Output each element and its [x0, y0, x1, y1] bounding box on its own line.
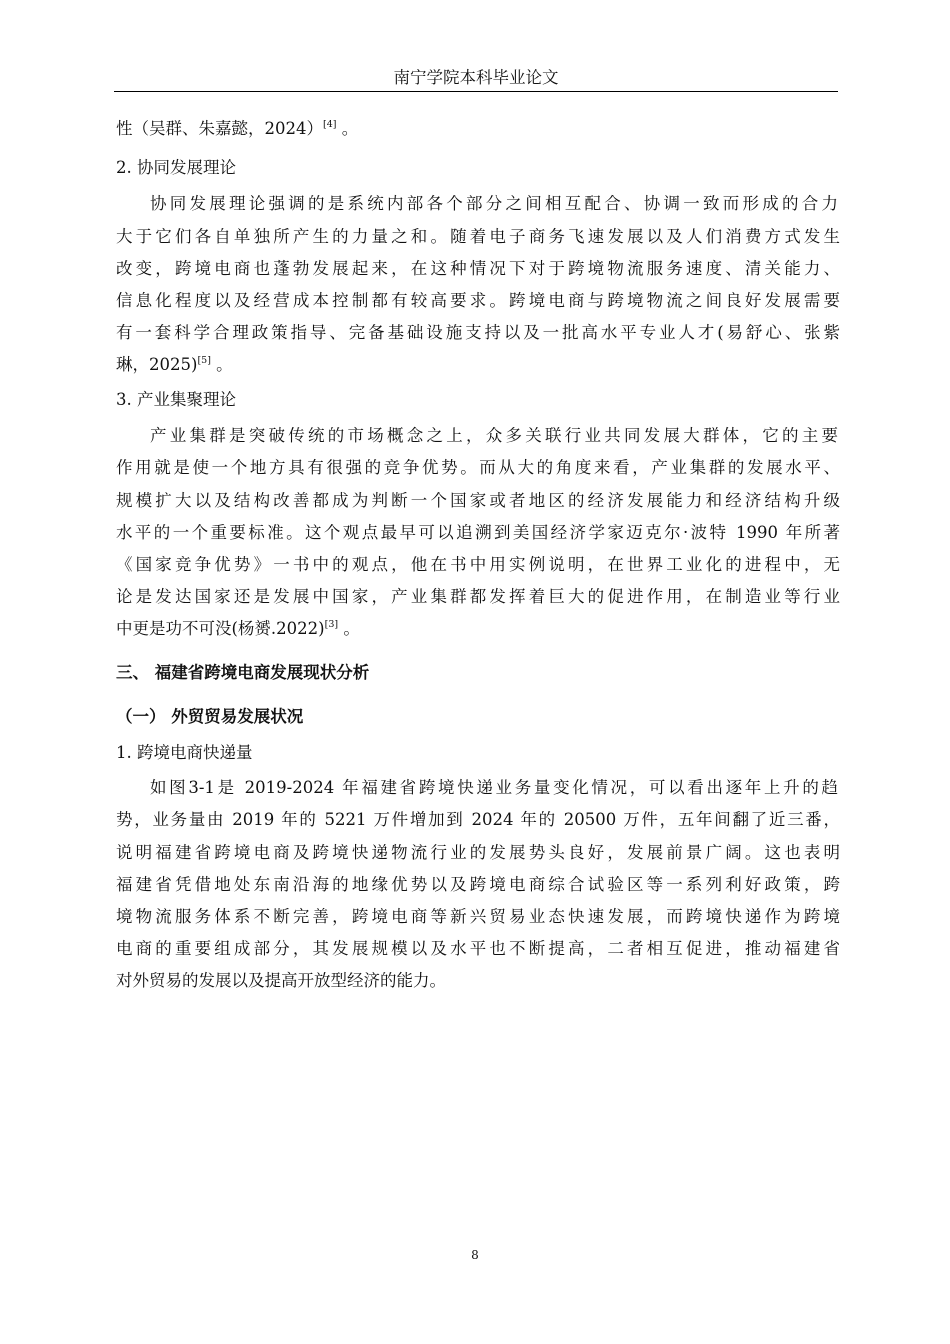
paragraph-line-last: 对外贸易的发展以及提高开放型经济的能力。 — [116, 971, 446, 990]
text: 。 — [210, 355, 233, 374]
citation-ref: [3] — [324, 619, 339, 630]
section-heading-industrial-cluster-theory: 3. 产业集聚理论 — [116, 390, 236, 409]
text: 。 — [338, 619, 360, 638]
paragraph-line: 产业集群是突破传统的市场概念之上，众多关联行业共同发展大群体，它的主要 — [150, 426, 838, 445]
text: 。 — [336, 119, 359, 138]
subsubsection-heading: 1. 跨境电商快递量 — [116, 743, 253, 762]
paragraph-line: 水平的一个重要标准。这个观点最早可以追溯到美国经济学家迈克尔·波特 1990 年所著 — [116, 523, 840, 542]
section-heading-synergy-theory: 2. 协同发展理论 — [116, 158, 236, 177]
paragraph-line: 大于它们各自单独所产生的力量之和。随着电子商务飞速发展以及人们消费方式发生 — [116, 227, 840, 246]
citation-ref: [4] — [323, 119, 337, 130]
paragraph-continuation — [116, 117, 840, 141]
header-divider — [114, 91, 838, 92]
text: 中更是功不可没(杨赟.2022) — [116, 619, 325, 638]
paragraph-line-last — [116, 617, 840, 641]
paragraph-line: 有一套科学合理政策指导、完备基础设施支持以及一批高水平专业人才(易舒心、张紫 — [116, 323, 840, 342]
paragraph-line: 境物流服务体系不断完善，跨境电商等新兴贸易业态快速发展，而跨境快递作为跨境 — [116, 907, 840, 926]
paragraph-line: 势，业务量由 2019 年的 5221 万件增加到 2024 年的 20500 万件，五年间翻了近三番， — [116, 810, 840, 829]
subsection-heading: （一） 外贸贸易发展状况 — [116, 707, 304, 726]
paragraph-line: 电商的重要组成部分，其发展规模以及水平也不断提高，二者相互促进，推动福建省 — [116, 939, 840, 958]
text: 琳，2025) — [116, 355, 198, 374]
paragraph-line: 协同发展理论强调的是系统内部各个部分之间相互配合、协调一致而形成的合力 — [150, 194, 838, 213]
page-number: 8 — [471, 1248, 479, 1262]
paragraph-line: 说明福建省跨境电商及跨境快递物流行业的发展势头良好，发展前景广阔。这也表明 — [116, 843, 840, 862]
paragraph-line: 如图3-1是 2019-2024 年福建省跨境快递业务量变化情况，可以看出逐年上升的趋 — [150, 778, 838, 797]
paragraph-line: 规模扩大以及结构改善都成为判断一个国家或者地区的经济发展能力和经济结构升级 — [116, 491, 840, 510]
page-header-title: 南宁学院本科毕业论文 — [393, 68, 559, 87]
text: 性（吴群、朱嘉懿，2024） — [116, 119, 323, 138]
paragraph-line: 改变，跨境电商也蓬勃发展起来，在这种情况下对于跨境物流服务速度、清关能力、 — [116, 259, 840, 278]
paragraph-line: 《国家竞争优势》一书中的观点，他在书中用实例说明，在世界工业化的进程中，无 — [116, 555, 840, 574]
paragraph-line: 信息化程度以及经营成本控制都有较高要求。跨境电商与跨境物流之间良好发展需要 — [116, 291, 840, 310]
chapter-heading: 三、 福建省跨境电商发展现状分析 — [116, 663, 370, 682]
paragraph-line: 福建省凭借地处东南沿海的地缘优势以及跨境电商综合试验区等一系列利好政策，跨 — [116, 875, 840, 894]
paragraph-line-last — [116, 353, 840, 377]
paragraph-line: 作用就是使一个地方具有很强的竞争优势。而从大的角度来看，产业集群的发展水平、 — [116, 458, 840, 477]
citation-ref: [5] — [197, 355, 211, 366]
paragraph-line: 论是发达国家还是发展中国家，产业集群都发挥着巨大的促进作用，在制造业等行业 — [116, 587, 840, 606]
